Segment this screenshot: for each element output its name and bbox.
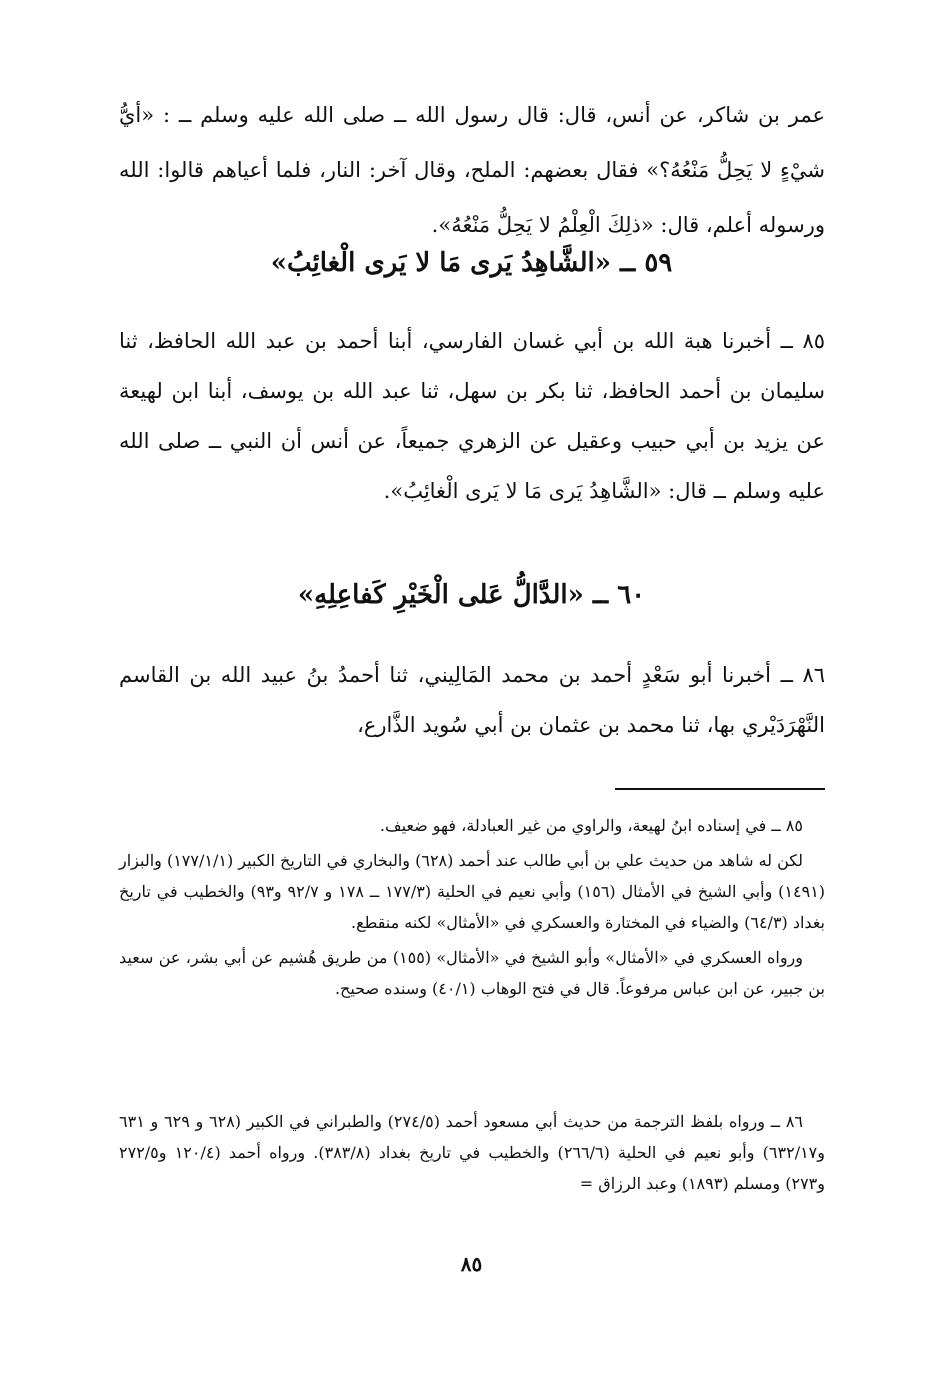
section-heading-59: ٥٩ ــ «الشَّاهِدُ يَرى مَا لا يَرى الْغائِبُ» <box>270 248 673 278</box>
footnote-86-text: ٨٦ ــ ورواه بلفظ الترجمة من حديث أبي مسعود أحمد (٢٧٤/٥) والطبراني في الكبير (٦٢٨ و ٦٢٩ و ٦٣١ و٦٣٢/١٧) وأبو نعيم في الحلية (٢٦٦/٦) والخطيب في تاريخ بغداد (٣٨٣/٨). ورواه أحمد (١٢٠/٤ و٢٧٢/٥ و٢٧٣) ومسلم (١٨٩٣) وعبد الرزاق = <box>119 1112 825 1193</box>
footnote-divider <box>615 788 825 790</box>
paragraph-85: ٨٥ ــ أخبرنا هبة الله بن أبي غسان الفارسي، أبنا أحمد بن عبد الله الحافظ، ثنا سليمان بن أحمد الحافظ، ثنا بكر بن سهل، ثنا عبد الله بن يوسف، أبنا ابن لهيعة عن يزيد بن أبي حبيب وعقيل عن الزهري جميعاً، عن أنس أن النبي ــ صلى الله عليه وسلم ــ قال: «الشَّاهِدُ يَرى مَا لا يَرى الْغائِبُ». <box>119 329 825 503</box>
footnote-85-line-3: ورواه العسكري في «الأمثال» وأبو الشيخ في «الأمثال» (١٥٥) من طريق هُشيم عن أبي بشر، عن سعيد بن جبير، عن ابن عباس مرفوعاً. قال في فتح الوهاب (٤٠/١) وسنده صحيح. <box>119 948 825 998</box>
footnote-85-line-1: ٨٥ ــ في إسناده ابنُ لهيعة، والراوي من غير العبادلة، فهو ضعيف. <box>379 816 803 835</box>
paragraph-86: ٨٦ ــ أخبرنا أبو سَعْدٍ أحمد بن محمد المَالِيني، ثنا أحمدُ بنُ عبيد الله بن القاسم النَّهْرَدَيْري بها، ثنا محمد بن عثمان بن أبي سُويد الذَّارع، <box>119 663 825 737</box>
paragraph-continuation: عمر بن شاكر، عن أنس، قال: قال رسول الله ــ صلى الله عليه وسلم ــ : «أيُّ شيْءٍ لا يَحِلُّ مَنْعُهُ؟» فقال بعضهم: الملح، وقال آخر: النار، فلما أعياهم قالوا: الله ورسوله أعلم، قال: «ذلِكَ الْعِلْمُ لا يَحِلُّ مَنْعُهُ». <box>119 103 825 237</box>
page-number: ٨٥ <box>460 1252 483 1276</box>
footnote-85-line-2: لكن له شاهد من حديث علي بن أبي طالب عند أحمد (٦٢٨) والبخاري في التاريخ الكبير (١٧٧/١/١) والبزار (١٤٩١) وأبي الشيخ في الأمثال (١٥٦) وأبي نعيم في الحلية (١٧٧/٣ ــ ١٧٨ و ٩٢/٧ و٩٣) والخطيب في تاريخ بغداد (٦٤/٣) والضياء في المختارة والعسكري في «الأمثال» لكنه منقطع. <box>119 851 826 932</box>
footnote-86 <box>119 1106 825 1199</box>
section-heading-60: ٦٠ ــ «الدَّالُّ عَلى الْخَيْرِ كَفاعِلِهِ» <box>297 580 646 610</box>
footnote-85 <box>119 810 825 1004</box>
